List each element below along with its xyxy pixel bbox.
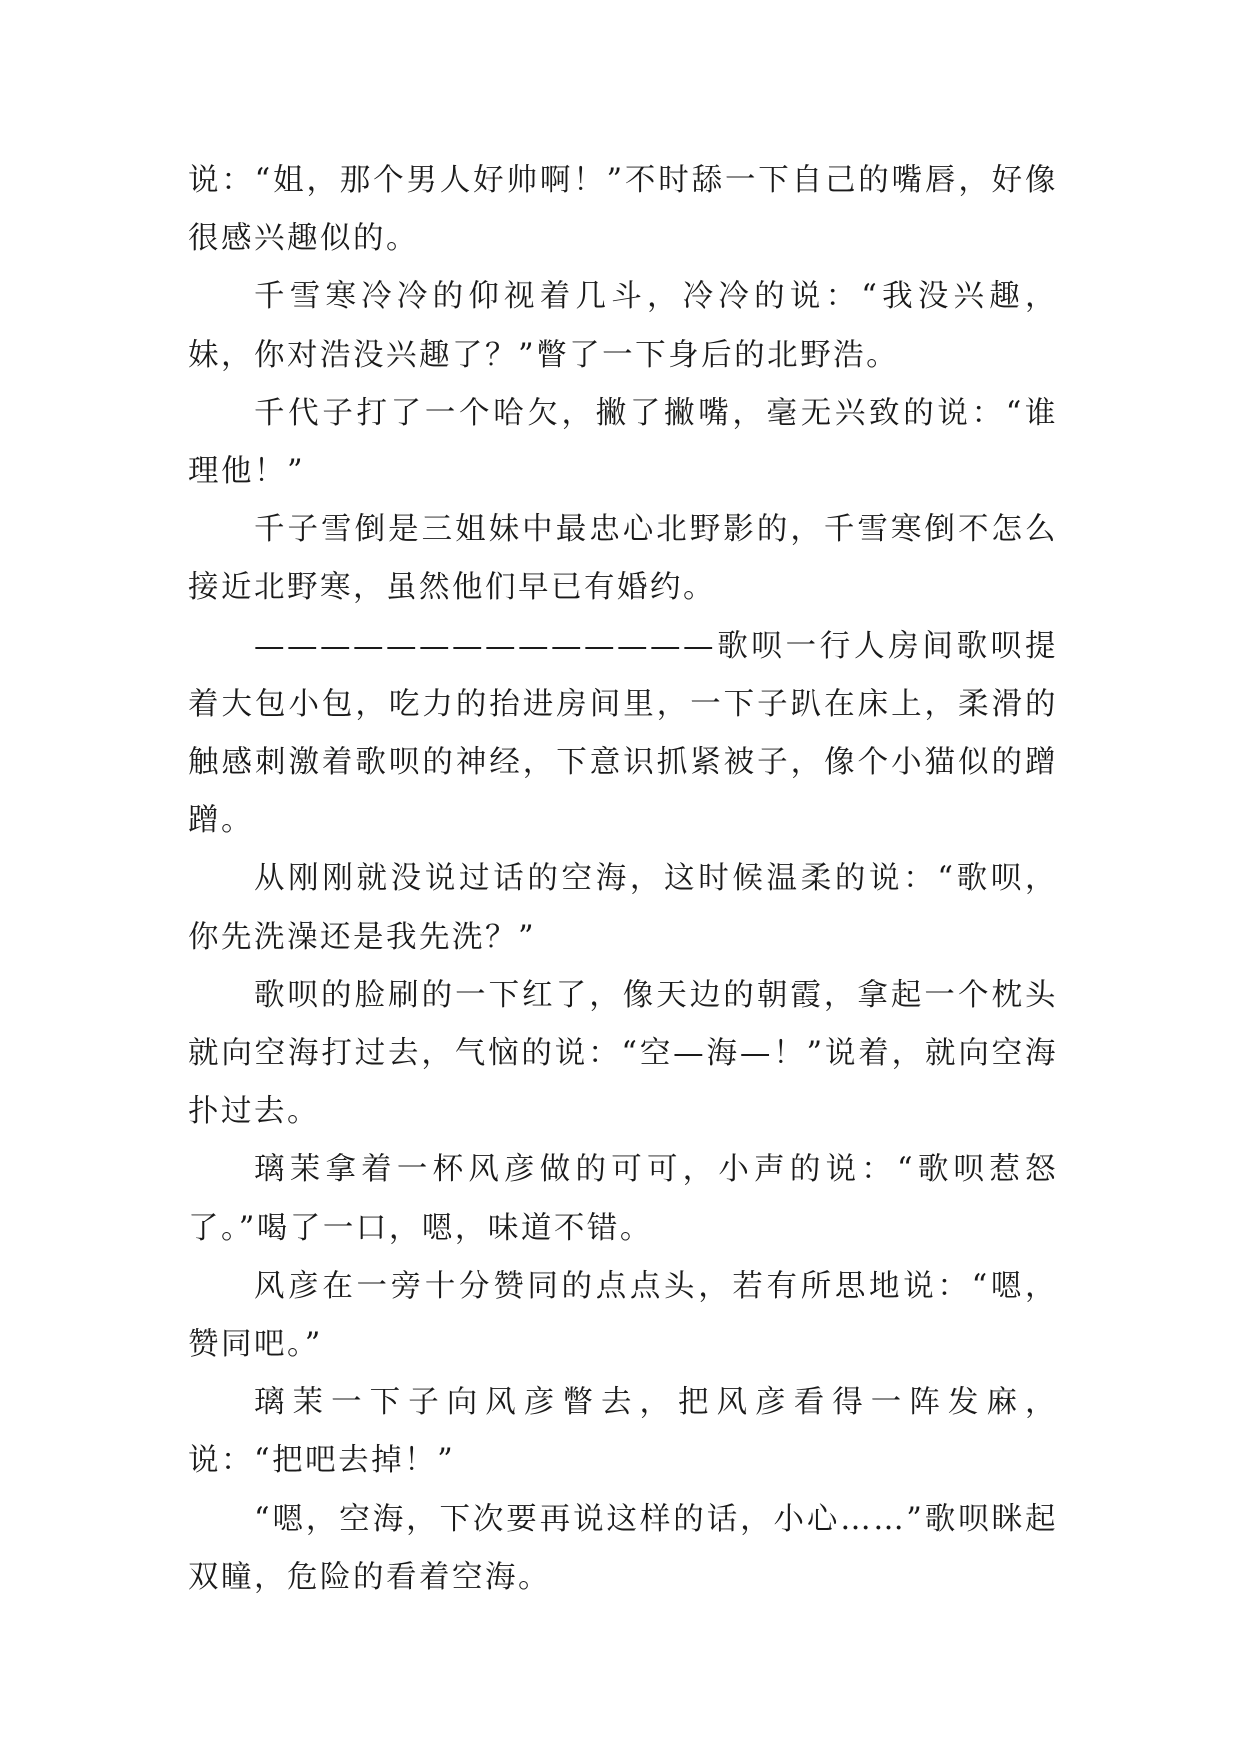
paragraph-3: 千代子打了一个哈欠，撇了撇嘴，毫无兴致的说：“谁理他！”: [188, 395, 1058, 490]
paragraph-9: 风彦在一旁十分赞同的点点头，若有所思地说：“嗯，赞同吧。”: [188, 1268, 1058, 1363]
paragraph-7: 歌呗的脸刷的一下红了，像天边的朝霞，拿起一个枕头就向空海打过去，气恼的说：“空—海—！”说着，就向空海扑过去。: [188, 977, 1058, 1130]
document-page: [188, 152, 1058, 1607]
paragraph-10: 璃茉一下子向风彦瞥去，把风彦看得一阵发麻，说：“把吧去掉！”: [188, 1385, 1058, 1479]
paragraph-6: 从刚刚就没说过话的空海，这时候温柔的说：“歌呗，你先洗澡还是我先洗？”: [188, 861, 1058, 955]
paragraph-8: 璃茉拿着一杯风彦做的可可，小声的说：“歌呗惹怒了。”喝了一口，嗯，味道不错。: [188, 1152, 1058, 1246]
paragraph-1: 说：“姐，那个男人好帅啊！”不时舔一下自己的嘴唇，好像很感兴趣似的。: [188, 163, 1058, 257]
paragraph-11: “嗯，空海，下次要再说这样的话，小心……”歌呗眯起双瞳，危险的看着空海。: [188, 1501, 1058, 1595]
paragraph-4: 千子雪倒是三姐妹中最忠心北野影的，千雪寒倒不怎么接近北野寒，虽然他们早已有婚约。: [188, 512, 1058, 606]
paragraph-2: 千雪寒冷冷的仰视着几斗，冷冷的说：“我没兴趣，妹，你对浩没兴趣了？”瞥了一下身后的北野浩。: [188, 279, 1058, 373]
paragraph-5: ——————————————歌呗一行人房间歌呗提着大包小包，吃力的抬进房间里，一下子趴在床上，柔滑的触感刺激着歌呗的神经，下意识抓紧被子，像个小猫似的蹭蹭。: [188, 628, 1058, 839]
